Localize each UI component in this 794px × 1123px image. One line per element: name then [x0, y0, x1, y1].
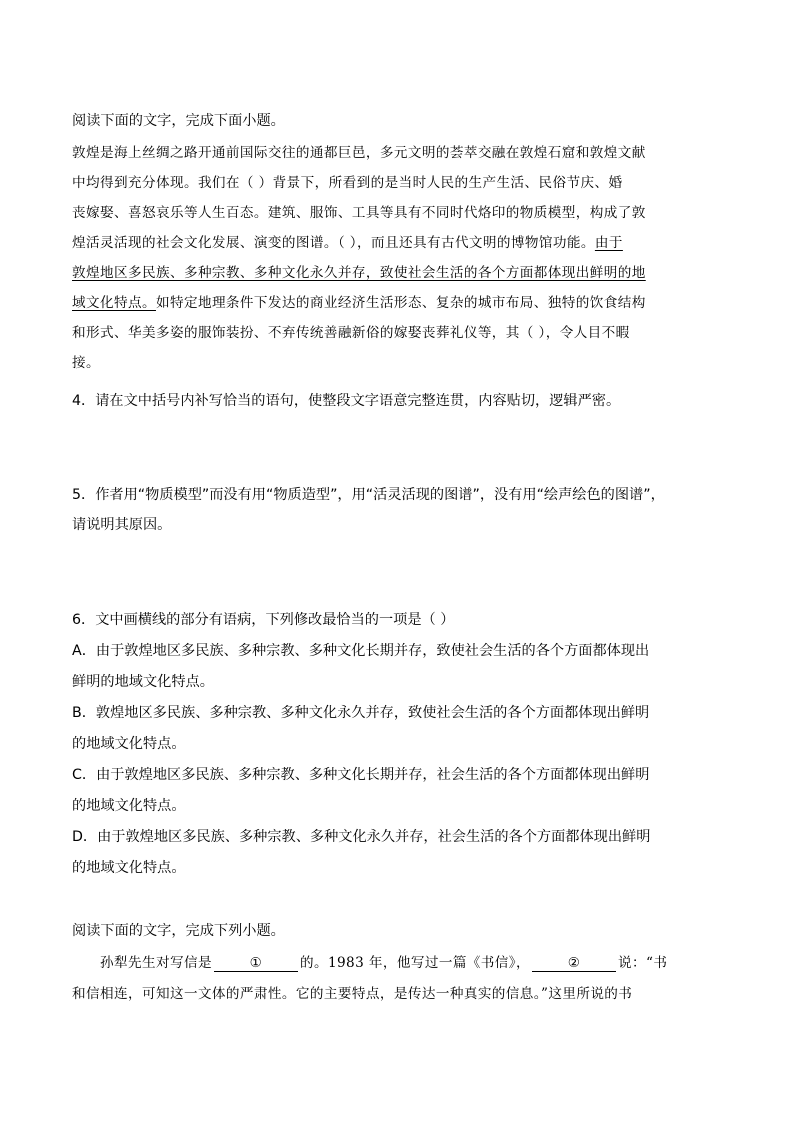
- option-d-line: D．由于敦煌地区多民族、多种宗教、多种文化永久并存，社会生活的各个方面都体现出鲜明: [72, 829, 651, 845]
- passage-text: 煌活灵活现的社会文化发展、演变的图谱。（ ），而且还具有古代文明的博物馆功能。: [72, 235, 595, 251]
- passage-text: 如特定地理条件下发达的商业经济生活形态、复杂的城市布局、独特的饮食结构: [155, 295, 646, 311]
- underlined-passage-line: 敦煌地区多民族、多种宗教、多种文化永久并存，致使社会生活的各个方面都体现出鲜明的地: [72, 265, 646, 281]
- question-5-line: 请说明其原因。: [72, 517, 172, 533]
- passage-line: [72, 233, 623, 253]
- passage-text: 说：“书: [617, 955, 668, 971]
- option-a-line: 鲜明的地域文化特点。: [72, 674, 214, 690]
- option-d-line: 的地域文化特点。: [72, 860, 186, 876]
- section2-instruction: 阅读下面的文字，完成下列小题。: [72, 923, 285, 939]
- question-4: 4．请在文中括号内补写恰当的语句，使整段文字语意完整连贯，内容贴切，逻辑严密。: [72, 393, 621, 409]
- question-6: 6．文中画横线的部分有语病，下列修改最恰当的一项是（ ）: [72, 612, 455, 628]
- passage2-line: 和信相连，可知这一文体的严肃性。它的主要特点，是传达一种真实的信息。”这里所说的书: [72, 986, 633, 1002]
- section1-instruction: 阅读下面的文字，完成下面小题。: [72, 113, 285, 129]
- option-c-line: 的地域文化特点。: [72, 798, 186, 814]
- passage-line: 敦煌是海上丝绸之路开通前国际交往的通都巨邑，多元文明的荟萃交融在敦煌石窟和敦煌文献: [72, 145, 646, 161]
- passage-line: [72, 293, 646, 313]
- option-b-line: B．敦煌地区多民族、多种宗教、多种文化永久并存，致使社会生活的各个方面都体现出鲜明: [72, 705, 650, 721]
- blank-2: ②: [532, 955, 616, 972]
- underlined-text: 域文化特点。: [72, 295, 156, 311]
- passage-line: 中均得到充分体现。我们在（ ）背景下，所看到的是当时人民的生产生活、民俗节庆、婚: [72, 175, 623, 191]
- option-a-line: A．由于敦煌地区多民族、多种宗教、多种文化长期并存，致使社会生活的各个方面都体现出: [72, 643, 650, 659]
- underlined-text: 由于: [594, 235, 623, 251]
- passage-line: 接。: [72, 355, 100, 371]
- passage2-line: [100, 953, 667, 973]
- blank-1: ①: [214, 955, 298, 972]
- option-b-line: 的地域文化特点。: [72, 736, 186, 752]
- passage-line: 和形式、华美多姿的服饰装扮、不弃传统善融新俗的嫁娶丧葬礼仪等，其（ ），令人目不暇: [72, 325, 630, 341]
- passage-line: 丧嫁娶、喜怒哀乐等人生百态。建筑、服饰、工具等具有不同时代烙印的物质模型，构成了敦: [72, 205, 646, 221]
- question-5-line: 5．作者用“物质模型”而没有用“物质造型”，用“活灵活现的图谱”，没有用“绘声绘色的图谱”，: [72, 487, 665, 503]
- option-c-line: C．由于敦煌地区多民族、多种宗教、多种文化长期并存，社会生活的各个方面都体现出鲜明: [72, 767, 650, 783]
- passage-text: 孙犁先生对写信是: [100, 955, 212, 971]
- passage-text: 的。1983 年，他写过一篇《书信》，: [299, 955, 530, 971]
